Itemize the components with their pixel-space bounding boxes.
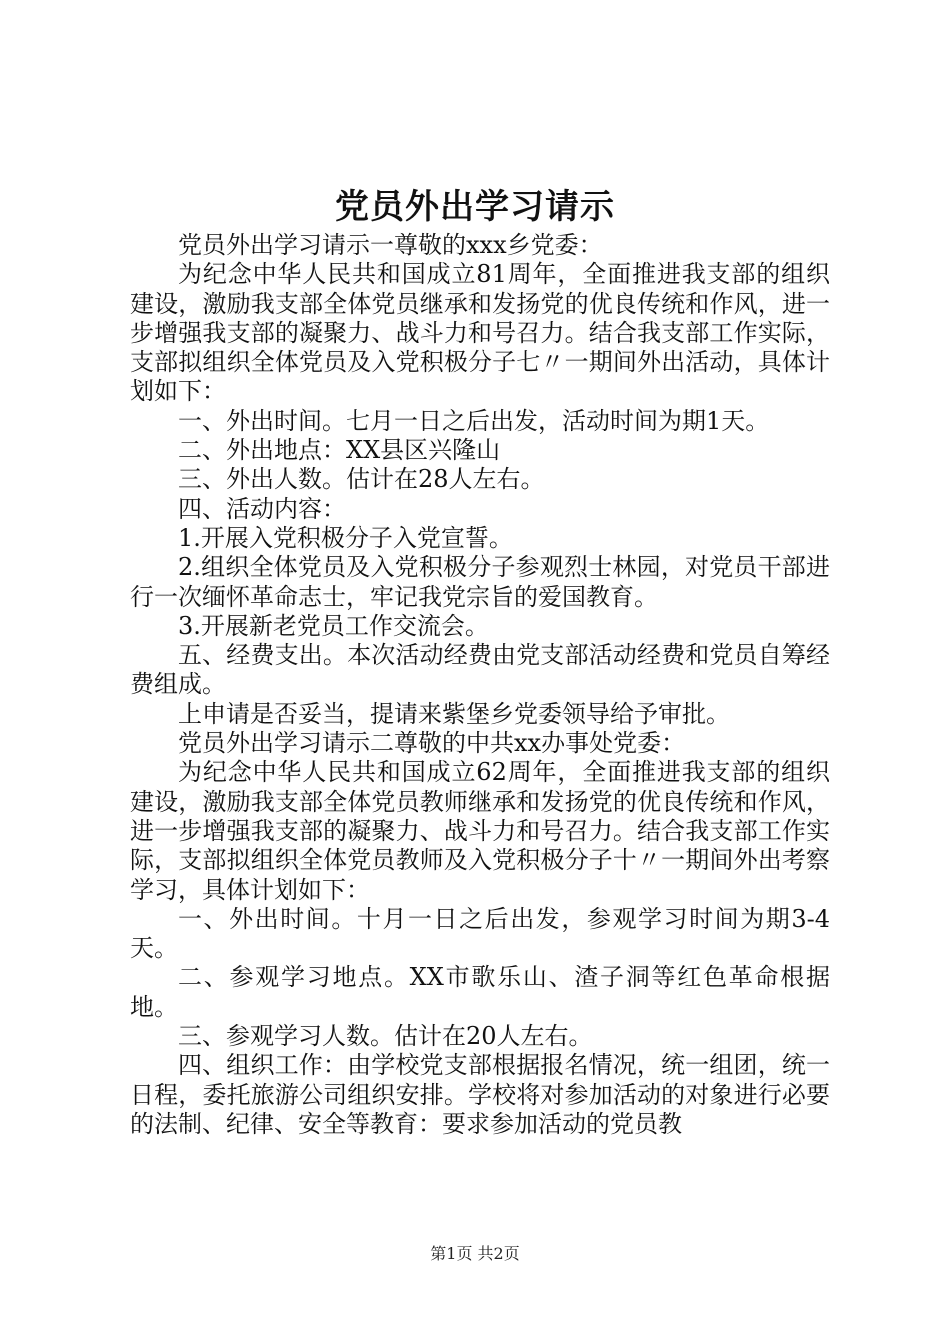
paragraph: 四、活动内容： xyxy=(178,494,346,523)
page-footer: 第1页 共2页 xyxy=(430,1244,520,1263)
paragraph: 一、外出时间。十月一日之后出发，参观学习时间为期3-4天。 xyxy=(130,904,830,963)
paragraph: 3.开展新老党员工作交流会。 xyxy=(178,611,489,640)
paragraph: 五、经费支出。本次活动经费由党支部活动经费和党员自筹经费组成。 xyxy=(130,641,830,699)
paragraph: 三、外出人数。估计在28人左右。 xyxy=(178,465,545,494)
paragraph: 四、组织工作：由学校党支部根据报名情况，统一组团，统一日程，委托旅游公司组织安排。学校将对参加活动的对象进行必要的法制、纪律、安全等教育：要求参加活动的党员教 xyxy=(130,1051,830,1138)
paragraph: 2.组织全体党员及入党积极分子参观烈士林园，对党员干部进行一次缅怀革命志士，牢记我党宗旨的爱国教育。 xyxy=(130,553,830,611)
paragraph: 上申请是否妥当，提请来紫堡乡党委领导给予审批。 xyxy=(178,699,730,728)
paragraph: 1.开展入党积极分子入党宣誓。 xyxy=(178,523,513,552)
document-body xyxy=(130,231,830,1139)
paragraph: 二、参观学习地点。XX市歌乐山、渣子洞等红色革命根据地。 xyxy=(130,963,830,1021)
page-title: 党员外出学习请示 xyxy=(335,187,615,227)
paragraph: 为纪念中华人民共和国成立81周年，全面推进我支部的组织建设，激励我支部全体党员继承和发扬党的优良传统和作风，进一步增强我支部的凝聚力、战斗力和号召力。结合我支部工作实际，支部拟组织全体党员及入党积极分子七〃一期间外出活动，具体计划如下： xyxy=(130,260,830,406)
paragraph: 二、外出地点：XX县区兴隆山 xyxy=(178,436,501,465)
paragraph: 为纪念中华人民共和国成立62周年，全面推进我支部的组织建设，激励我支部全体党员教师继承和发扬党的优良传统和作风，进一步增强我支部的凝聚力、战斗力和号召力。结合我支部工作实际，支部拟组织全体党员教师及入党积极分子十〃一期间外出考察学习，具体计划如下： xyxy=(130,758,830,904)
paragraph: 一、外出时间。七月一日之后出发，活动时间为期1天。 xyxy=(178,406,770,435)
paragraph: 党员外出学习请示一尊敬的xxx乡党委： xyxy=(178,231,603,259)
paragraph: 三、参观学习人数。估计在20人左右。 xyxy=(178,1022,593,1051)
paragraph: 党员外出学习请示二尊敬的中共xx办事处党委： xyxy=(178,729,686,758)
